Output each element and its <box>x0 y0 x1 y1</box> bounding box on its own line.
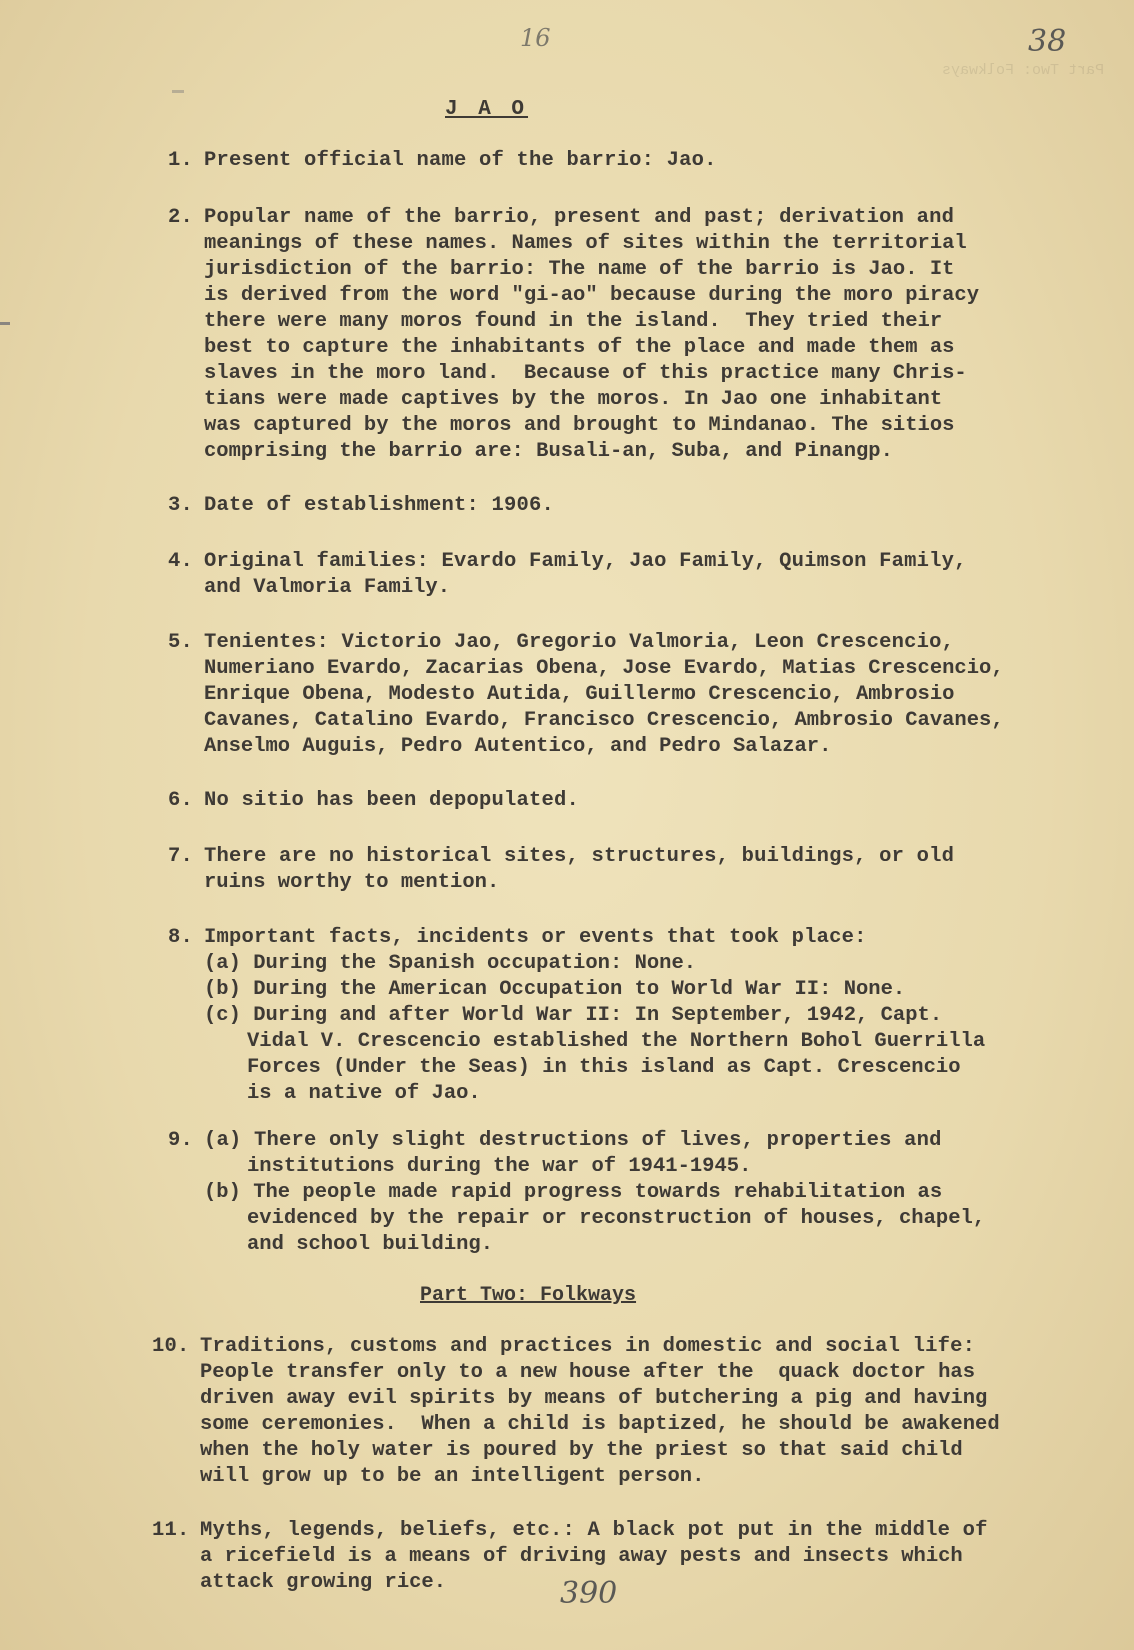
item-text-line: jurisdiction of the barrio: The name of the barrio is Jao. It <box>204 258 955 281</box>
item-text-line: driven away evil spirits by means of butchering a pig and having <box>200 1387 988 1410</box>
item-text-line: comprising the barrio are: Busali-an, Suba, and Pinangp. <box>204 440 893 463</box>
item-text-line: Enrique Obena, Modesto Autida, Guillermo Crescencio, Ambrosio <box>204 683 955 706</box>
handwritten-page-mark: 16 <box>520 24 551 52</box>
item-number: 8. <box>168 926 194 949</box>
item-6 <box>168 788 579 814</box>
item-text-line: Vidal V. Crescencio established the Northern Bohol Guerrilla <box>247 1030 986 1053</box>
item-text: Present official name of the barrio: Jao. <box>204 149 717 172</box>
item-text-line: was captured by the moros and brought to Mindanao. The sitios <box>204 414 955 437</box>
item-text-line: there were many moros found in the island. They tried their <box>204 310 943 333</box>
item-3 <box>168 493 554 519</box>
item-text-line: a ricefield is a means of driving away pests and insects which <box>200 1545 963 1568</box>
item-text-line: (a) During the Spanish occupation: None. <box>204 952 697 975</box>
item-text-line: best to capture the inhabitants of the place and made them as <box>204 336 955 359</box>
item-number: 3. <box>168 494 194 517</box>
section-heading: Part Two: Folkways <box>420 1284 637 1307</box>
page-title: J A O <box>445 98 529 121</box>
item-number: 1. <box>168 149 194 172</box>
item-text: Tenientes: Victorio Jao, Gregorio Valmoria, Leon Crescencio, <box>204 631 955 654</box>
item-text-line: evidenced by the repair or reconstruction of houses, chapel, <box>247 1207 986 1230</box>
item-text-line: will grow up to be an intelligent person. <box>200 1465 705 1488</box>
item-text: No sitio has been depopulated. <box>204 789 580 812</box>
item-1 <box>168 148 717 174</box>
item-text: Popular name of the barrio, present and past; derivation and <box>204 206 955 229</box>
item-text: Original families: Evardo Family, Jao Family, Quimson Family, <box>204 550 967 573</box>
item-text-line: tians were made captives by the moros. In Jao one inhabitant <box>204 388 943 411</box>
item-text: Traditions, customs and practices in domestic and social life: <box>200 1335 976 1358</box>
item-text: Important facts, incidents or events that took place: <box>204 926 867 949</box>
item-text-line: (c) During and after World War II: In September, 1942, Capt. <box>204 1004 943 1027</box>
item-text-line: Anselmo Auguis, Pedro Autentico, and Pedro Salazar. <box>204 735 832 758</box>
item-text-line: is derived from the word "gi-ao" because during the moro piracy <box>204 284 980 307</box>
item-9 <box>168 1128 942 1154</box>
item-text-line: institutions during the war of 1941-1945. <box>247 1155 752 1178</box>
item-number: 4. <box>168 550 194 573</box>
item-text-line: is a native of Jao. <box>247 1082 481 1105</box>
item-8 <box>168 925 867 951</box>
handwritten-folio-number: 390 <box>560 1576 618 1611</box>
item-number: 9. <box>168 1129 194 1152</box>
item-number: 2. <box>168 206 194 229</box>
item-text: (a) There only slight destructions of lives, properties and <box>204 1129 942 1152</box>
item-text: Date of establishment: 1906. <box>204 494 555 517</box>
item-text-line: when the holy water is poured by the priest so that said child <box>200 1439 963 1462</box>
item-text-line: People transfer only to a new house after the quack doctor has <box>200 1361 976 1384</box>
item-number: 7. <box>168 845 194 868</box>
item-4 <box>168 549 967 575</box>
item-text-line: attack growing rice. <box>200 1571 447 1594</box>
item-text: There are no historical sites, structures, buildings, or old <box>204 845 955 868</box>
item-5 <box>168 630 954 656</box>
page-smudge <box>172 90 184 93</box>
item-text-line: Cavanes, Catalino Evardo, Francisco Crescencio, Ambrosio Cavanes, <box>204 709 1004 732</box>
page-edge-mark <box>0 322 10 325</box>
item-text-line: ruins worthy to mention. <box>204 871 500 894</box>
item-text-line: Numeriano Evardo, Zacarias Obena, Jose Evardo, Matias Crescencio, <box>204 657 1004 680</box>
item-7 <box>168 844 954 870</box>
item-number: 5. <box>168 631 194 654</box>
item-11 <box>152 1518 988 1544</box>
item-text-line: (b) The people made rapid progress towards rehabilitation as <box>204 1181 943 1204</box>
item-text-line: and school building. <box>247 1233 494 1256</box>
item-number: 11. <box>152 1519 190 1542</box>
item-text-line: and Valmoria Family. <box>204 576 451 599</box>
item-number: 10. <box>152 1335 190 1358</box>
item-text: Myths, legends, beliefs, etc.: A black pot put in the middle of <box>200 1519 988 1542</box>
item-number: 6. <box>168 789 194 812</box>
handwritten-page-number: 38 <box>1028 24 1067 59</box>
item-text-line: Forces (Under the Seas) in this island as Capt. Crescencio <box>247 1056 961 1079</box>
item-2 <box>168 205 954 231</box>
item-10 <box>152 1334 975 1360</box>
item-text-line: some ceremonies. When a child is baptized, he should be awakened <box>200 1413 1000 1436</box>
item-text-line: meanings of these names. Names of sites within the territorial <box>204 232 967 255</box>
item-text-line: slaves in the moro land. Because of this practice many Chris- <box>204 362 967 385</box>
item-text-line: (b) During the American Occupation to World War II: None. <box>204 978 906 1001</box>
